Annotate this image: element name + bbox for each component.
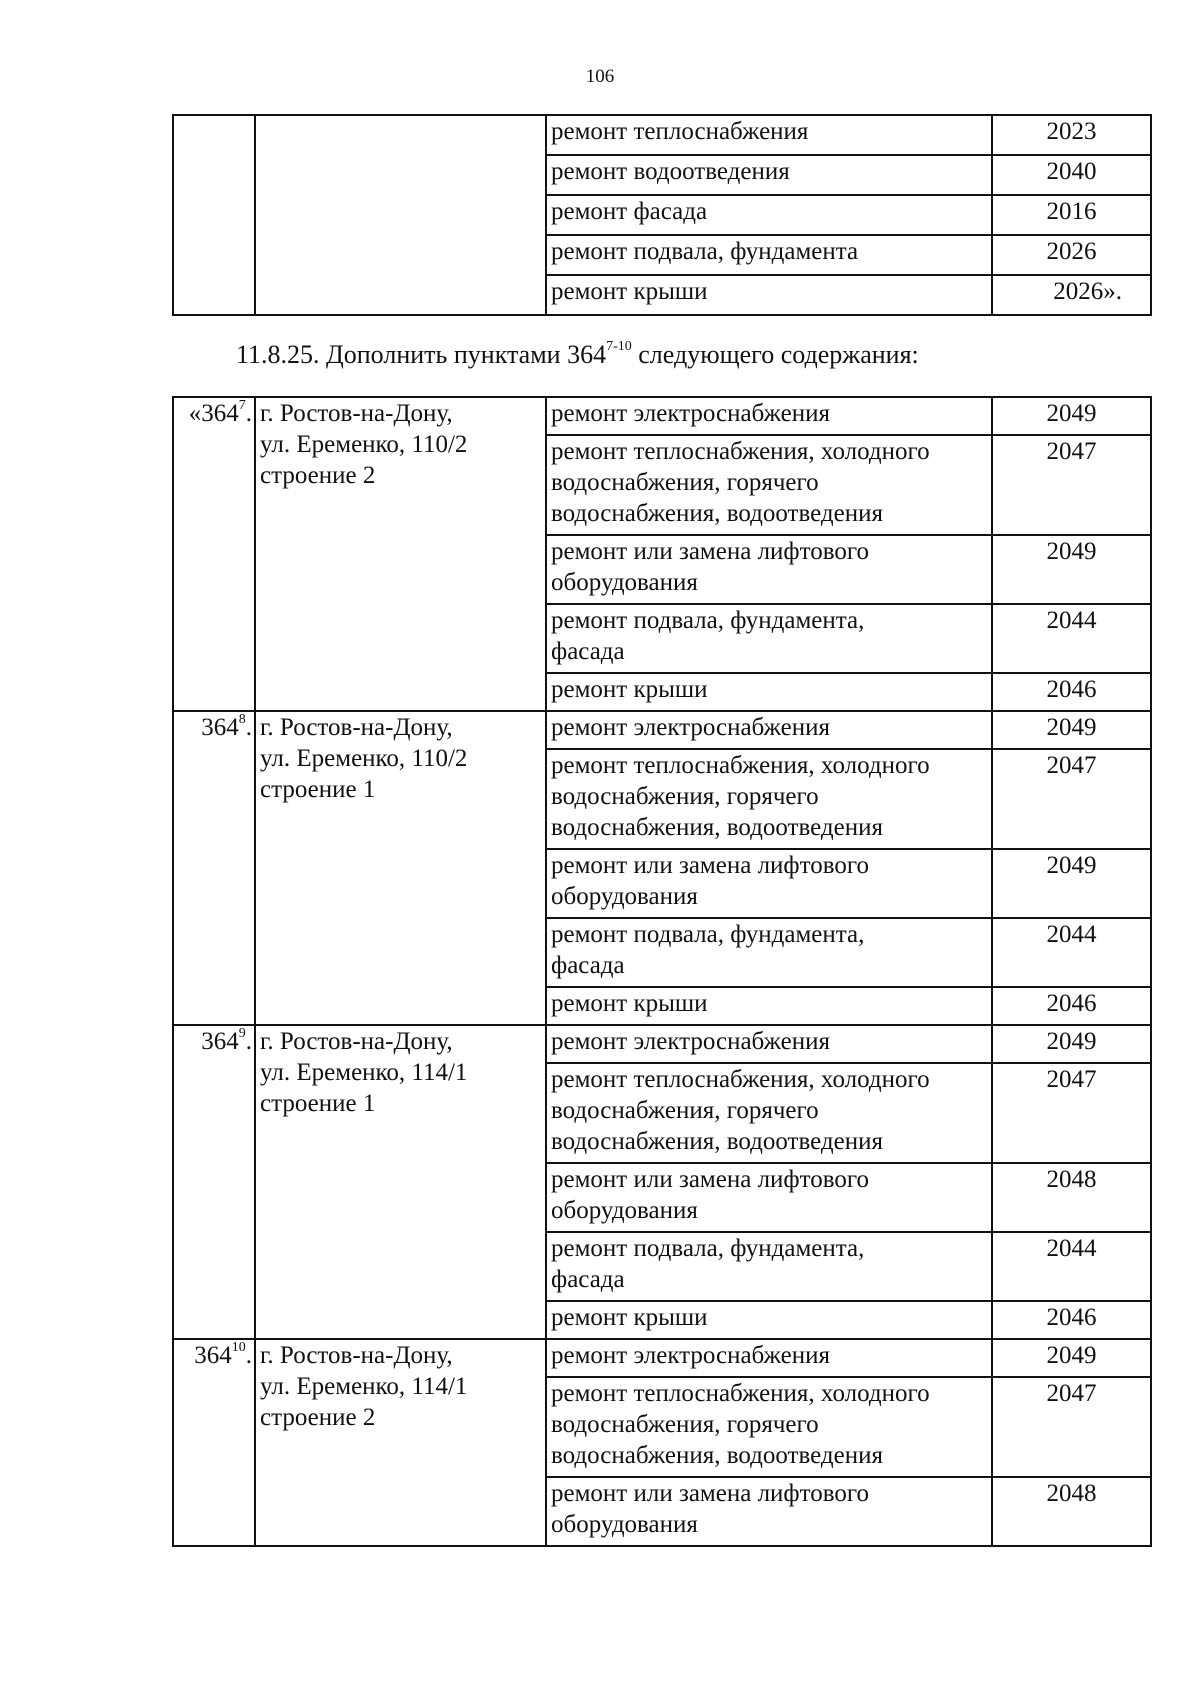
work-line: ремонт крыши [551,990,708,1017]
work-line: ремонт крыши [551,1304,708,1331]
work-cell [546,1377,992,1477]
item-number-cell [173,711,255,1025]
work-line: ремонт теплоснабжения, холодного [551,438,930,465]
year-cell: 2049 [992,711,1151,749]
work-cell: ремонт водоотведения [546,155,992,195]
work-line: ремонт электроснабжения [551,1342,830,1369]
work-line: фасада [551,1266,625,1293]
year-cell: 2047 [992,1377,1151,1477]
work-line: фасада [551,638,625,665]
address-line: ул. Еременко, 114/1 [260,1059,468,1086]
year-cell: 2049 [992,1025,1151,1063]
item-number-suffix: . [245,1342,252,1369]
work-cell [546,1301,992,1339]
work-cell [546,604,992,673]
year-cell: 2046 [992,1301,1151,1339]
item-number-superscript: 7 [238,397,246,413]
work-line: ремонт или замена лифтового [551,1166,869,1193]
work-line: ремонт теплоснабжения, холодного [551,752,930,779]
address-cell [255,115,546,315]
year-cell: 2048 [992,1163,1151,1232]
intro-text: 11.8.25. Дополнить пунктами 364 [236,340,607,369]
address-line: ул. Еременко, 114/1 [260,1373,468,1400]
number-cell [173,115,255,315]
work-cell [546,1339,992,1377]
work-cell: ремонт подвала, фундамента [546,235,992,275]
year-cell: 2047 [992,435,1151,535]
work-cell [546,1477,992,1546]
work-cell: ремонт теплоснабжения [546,115,992,155]
work-line: ремонт электроснабжения [551,714,830,741]
work-line: ремонт или замена лифтового [551,538,869,565]
work-line: ремонт подвала, фундамента, [551,921,865,948]
address-line: ул. Еременко, 110/2 [260,431,468,458]
address-line: г. Ростов-на-Дону, [260,400,453,427]
work-cell [546,711,992,749]
work-line: ремонт или замена лифтового [551,1480,869,1507]
item-number-superscript: 10 [231,1339,246,1355]
year-cell: 2047 [992,749,1151,849]
work-cell [546,435,992,535]
work-line: водоснабжения, водоотведения [551,1442,883,1469]
work-line: водоснабжения, водоотведения [551,814,883,841]
work-cell [546,1025,992,1063]
table-row [173,1339,1151,1377]
work-cell [546,673,992,711]
work-line: ремонт подвала, фундамента, [551,1235,865,1262]
year-cell: 2046 [992,987,1151,1025]
year-cell: 2040 [992,155,1151,195]
work-line: водоснабжения, горячего [551,469,819,496]
amendment-paragraph [236,340,919,370]
work-cell [546,535,992,604]
work-cell [546,918,992,987]
year-cell: 2026 [992,235,1151,275]
page-number: 106 [585,66,615,87]
address-line: строение 1 [260,1090,376,1117]
intro-superscript: 7-10 [606,339,632,355]
address-line: строение 1 [260,776,376,803]
work-line: водоснабжения, горячего [551,783,819,810]
year-cell: 2044 [992,604,1151,673]
work-line: ремонт электроснабжения [551,400,830,427]
address-line: строение 2 [260,462,376,489]
year-cell: 2023 [992,115,1151,155]
address-line: г. Ростов-на-Дону, [260,1342,453,1369]
work-cell [546,749,992,849]
work-cell [546,987,992,1025]
year-cell: 2044 [992,918,1151,987]
work-cell [546,1063,992,1163]
intro-text-after: следующего содержания: [631,340,919,369]
item-number-superscript: 8 [238,711,246,727]
address-line: ул. Еременко, 110/2 [260,745,468,772]
year-cell: 2049 [992,535,1151,604]
year-cell: 2044 [992,1232,1151,1301]
item-number-suffix: . [245,400,252,427]
year-cell: 2046 [992,673,1151,711]
work-cell [546,849,992,918]
work-line: оборудования [551,569,698,596]
work-line: фасада [551,952,625,979]
address-line: строение 2 [260,1404,376,1431]
table-row [173,397,1151,435]
item-number: «364 [188,400,239,427]
item-number-cell [173,1339,255,1546]
year-cell: 2016 [992,195,1151,235]
year-cell: 2047 [992,1063,1151,1163]
year-cell: 2049 [992,849,1151,918]
work-cell [546,397,992,435]
work-line: водоснабжения, водоотведения [551,500,883,527]
work-line: ремонт или замена лифтового [551,852,869,879]
table-row [173,115,1151,155]
item-number: 364 [201,1028,239,1055]
year-cell: 2049 [992,1339,1151,1377]
work-line: ремонт подвала, фундамента, [551,607,865,634]
work-cell: ремонт крыши [546,275,992,315]
address-cell [255,397,546,711]
year-cell: 2049 [992,397,1151,435]
work-line: ремонт теплоснабжения, холодного [551,1066,930,1093]
work-line: ремонт электроснабжения [551,1028,830,1055]
address-cell [255,1025,546,1339]
item-number: 364 [194,1342,232,1369]
work-line: водоснабжения, горячего [551,1411,819,1438]
work-line: водоснабжения, водоотведения [551,1128,883,1155]
work-line: ремонт крыши [551,676,708,703]
year-cell: 2026». [992,275,1151,315]
year-cell: 2048 [992,1477,1151,1546]
work-line: водоснабжения, горячего [551,1097,819,1124]
item-number-suffix: . [245,714,252,741]
items-table [172,396,1152,1547]
item-number-superscript: 9 [238,1025,246,1041]
address-cell [255,1339,546,1546]
work-cell [546,1232,992,1301]
address-cell [255,711,546,1025]
item-number-cell [173,397,255,711]
item-number: 364 [201,714,239,741]
continued-table [172,114,1152,316]
address-line: г. Ростов-на-Дону, [260,714,453,741]
table-row [173,711,1151,749]
item-number-suffix: . [245,1028,252,1055]
address-line: г. Ростов-на-Дону, [260,1028,453,1055]
work-line: оборудования [551,1197,698,1224]
work-line: ремонт теплоснабжения, холодного [551,1380,930,1407]
work-line: оборудования [551,1511,698,1538]
item-number-cell [173,1025,255,1339]
work-cell: ремонт фасада [546,195,992,235]
work-line: оборудования [551,883,698,910]
work-cell [546,1163,992,1232]
table-row [173,1025,1151,1063]
